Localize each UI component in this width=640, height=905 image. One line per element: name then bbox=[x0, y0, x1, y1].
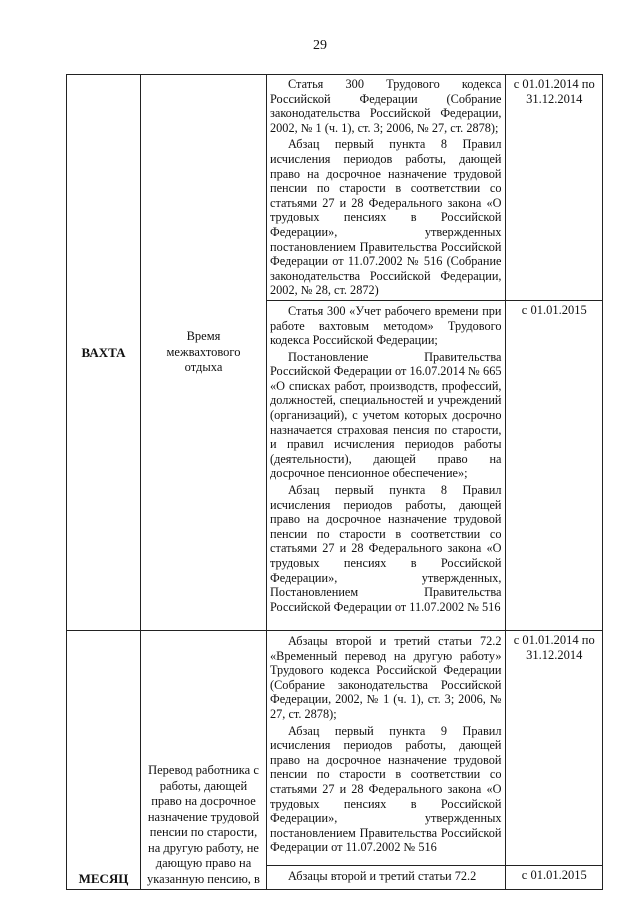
entry-row bbox=[267, 865, 603, 889]
entry-period: с 01.01.2014 по 31.12.2014 bbox=[513, 633, 595, 662]
entry-period: с 01.01.2014 по 31.12.2014 bbox=[513, 77, 595, 106]
entry-text bbox=[267, 300, 505, 630]
legal-basis-cell bbox=[267, 631, 603, 890]
entry-period-cell bbox=[505, 865, 603, 889]
row-description: Время межвахтового отдыха bbox=[166, 329, 241, 375]
entry-period-cell bbox=[505, 631, 603, 865]
legal-paragraph: Постановление Правительства Российской Федерации от 16.07.2014 № 665 «О списках работ, производств, профессий, должностей, специальностей и учреждений (организаций), с учетом которых досрочно назначается страховая пенсия по старости, и правил исчисления периодов работы (деятельности), дающей право на досрочное пенсионное обеспечение»; bbox=[270, 349, 502, 481]
row-description-cell bbox=[141, 631, 267, 890]
legal-paragraph: Статья 300 «Учет рабочего времени при работе вахтовым методом» Трудового кодекса Российской Федерации; bbox=[270, 303, 502, 348]
legal-paragraph: Абзац первый пункта 8 Правил исчисления периодов работы, дающей право на досрочное назначение трудовой пенсии по старости в соответствии со статьями 27 и 28 Федерального закона «О трудовых пенсиях в Российской Федерации», утвержденных, Постановлением Правительства Российской Федерации от 11.07.2002 № 516 bbox=[270, 483, 502, 614]
legal-paragraph: Абзац первый пункта 8 Правил исчисления периодов работы, дающей право на досрочное назначение трудовой пенсии по старости в соответствии со статьями 27 и 28 Федерального закона «О трудовых пенсиях в Российской Федерации», утвержденных постановлением Правительства Российской Федерации от 11.07.2002 № 516 (Собрание законодательства Российской Федерации, 2002, № 28, ст. 2872) bbox=[270, 137, 502, 298]
code-label: ВАХТА bbox=[81, 344, 126, 360]
legal-paragraph: Абзацы второй и третий статьи 72.2 bbox=[288, 868, 477, 883]
table-row bbox=[67, 75, 603, 631]
entry-row bbox=[267, 300, 603, 630]
legal-paragraph: Абзац первый пункта 9 Правил исчисления периодов работы, дающей право на досрочное назначение трудовой пенсии по старости в соответствии со статьями 27 и 28 Федерального закона «О трудовых пенсиях в Российской Федерации», утвержденных постановлением Правительства Российской Федерации от 11.07.2002 № 516 bbox=[270, 723, 502, 855]
entry-text bbox=[267, 865, 505, 889]
table-row bbox=[67, 631, 603, 890]
pension-rules-table bbox=[66, 74, 603, 890]
legal-basis-cell bbox=[267, 75, 603, 631]
entry-text bbox=[267, 631, 505, 865]
row-code bbox=[67, 631, 141, 890]
entry-row bbox=[267, 75, 603, 300]
code-label: МЕСЯЦ bbox=[78, 871, 129, 886]
entry-row bbox=[267, 631, 603, 865]
legal-paragraph: Абзацы второй и третий статьи 72.2 «Временный перевод на другую работу» Трудового кодекса Российской Федерации (Собрание законодательства Российской Федерации, 2002, № 1 (ч. 1), ст. 3; 2006, № 27, ст. 2878); bbox=[270, 634, 502, 721]
entry-period-cell bbox=[505, 300, 603, 630]
entry-period: с 01.01.2015 bbox=[521, 867, 587, 882]
entries-table bbox=[267, 75, 603, 630]
entry-text bbox=[267, 75, 505, 300]
row-description: Перевод работника с работы, дающей право на досрочное назначение трудовой пенсии по старости, на другую работу, не дающую право на указанную пенсию, в bbox=[147, 763, 260, 886]
entry-period: с 01.01.2015 bbox=[521, 302, 587, 317]
legal-paragraph: Статья 300 Трудового кодекса Российской Федерации (Собрание законодательства Российской Федерации, 2002, № 1 (ч. 1), ст. 3; 2006, № 27, ст. 2878); bbox=[270, 77, 502, 135]
entries-table bbox=[267, 631, 603, 889]
entry-period-cell bbox=[505, 75, 603, 300]
row-code bbox=[67, 75, 141, 631]
page-number: 29 bbox=[313, 38, 327, 53]
row-description-cell bbox=[141, 75, 267, 631]
